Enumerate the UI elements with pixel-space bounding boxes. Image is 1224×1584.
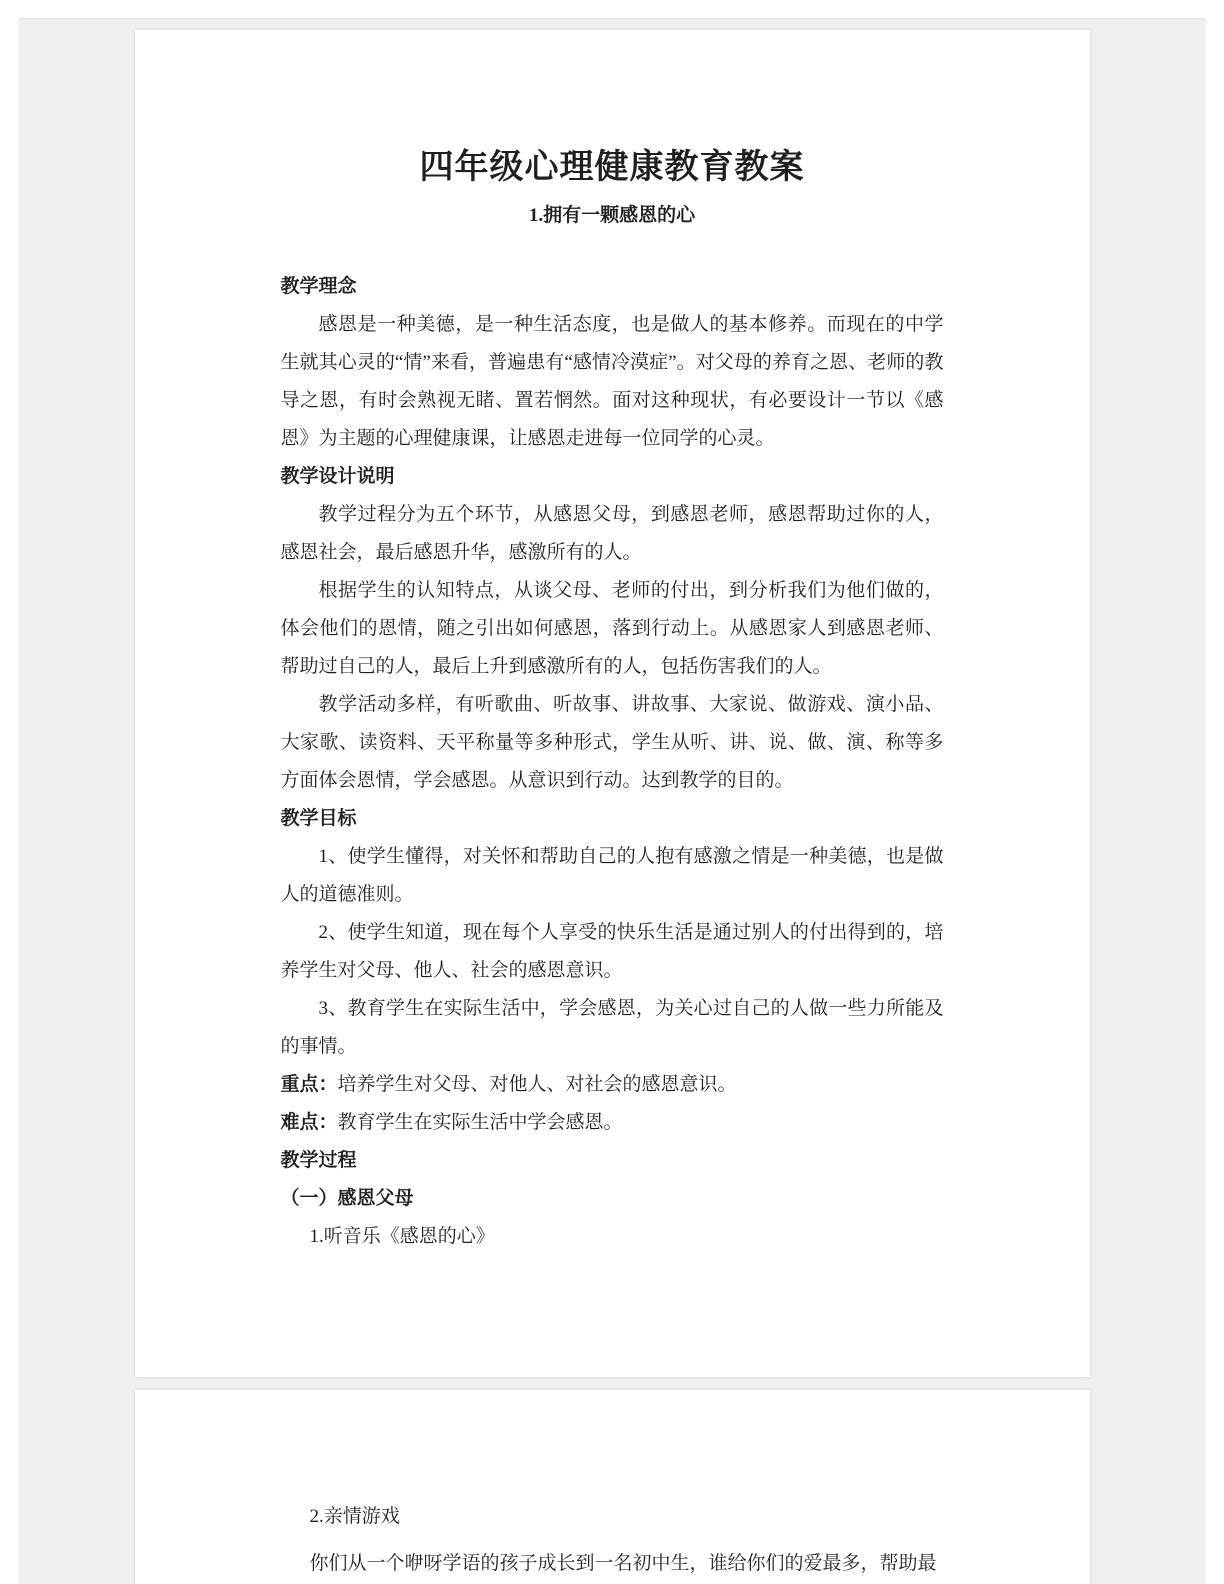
para-goal-3: 3、教育学生在实际生活中，学会感恩，为关心过自己的人做一些力所能及的事情。 [280, 998, 944, 1057]
page-title: 四年级心理健康教育教案 [419, 149, 805, 186]
document-page-2 [135, 1390, 1090, 1584]
document-body [281, 268, 944, 1256]
para-design-note-3: 教学活动多样，有听歌曲、听故事、讲故事、大家说、做游戏、演小品、大家歌、读资料、天平称量等多种形式，学生从听、讲、说、做、演、称等多方面体会恩情，学会感恩。从意识到行动。达到教学的目的。 [280, 694, 944, 791]
document-viewer[interactable] [18, 18, 1206, 1584]
heading-teaching-goals: 教学目标 [280, 808, 357, 829]
difficulty-label: 难点： [280, 1112, 338, 1133]
page-subtitle: 1.拥有一颗感恩的心 [528, 205, 696, 226]
para-goal-1: 1、使学生懂得，对关怀和帮助自己的人抱有感激之情是一种美德，也是做人的道德准则。 [280, 846, 944, 905]
activity-item-1: 1.听音乐《感恩的心》 [309, 1226, 495, 1247]
heading-section-1: （一）感恩父母 [280, 1188, 414, 1209]
heading-teaching-process: 教学过程 [280, 1150, 357, 1171]
para-goal-2: 2、使学生知道，现在每个人享受的快乐生活是通过别人的付出得到的，培养学生对父母、他人、社会的感恩意识。 [280, 922, 944, 981]
para-design-note-2: 根据学生的认知特点，从谈父母、老师的付出，到分析我们为他们做的，体会他们的恩情，随之引出如何感恩，落到行动上。从感恩家人到感恩老师、帮助过自己的人，最后上升到感激所有的人，包括伤害我们的人。 [280, 580, 944, 677]
document-page-1 [135, 30, 1090, 1377]
key-point-label: 重点： [280, 1074, 338, 1095]
para-design-note-1: 教学过程分为五个环节，从感恩父母，到感恩老师，感恩帮助过你的人，感恩社会，最后感恩升华，感激所有的人。 [280, 504, 944, 563]
para-teaching-concept: 感恩是一种美德，是一种生活态度，也是做人的基本修养。而现在的中学生就其心灵的“情”来看，普遍患有“感情冷漠症”。对父母的养育之恩、老师的教导之恩，有时会熟视无睹、置若惘然。面对这种现状，有必要设计一节以《感恩》为主题的心理健康课，让感恩走进每一位同学的心灵。 [280, 314, 944, 449]
activity-item-2: 2.亲情游戏 [309, 1506, 400, 1527]
key-point-line [281, 1066, 944, 1104]
key-point-text: 培养学生对父母、对他人、对社会的感恩意识。 [337, 1074, 737, 1095]
document-body-page-2 [281, 1498, 944, 1583]
difficulty-text: 教育学生在实际生活中学会感恩。 [337, 1112, 623, 1133]
heading-teaching-concept: 教学理念 [280, 276, 357, 297]
difficulty-line [281, 1104, 944, 1142]
heading-design-notes: 教学设计说明 [280, 466, 395, 487]
para-activity-2-intro: 你们从一个咿呀学语的孩子成长到一名初中生，谁给你们的爱最多，帮助最 [309, 1553, 937, 1574]
